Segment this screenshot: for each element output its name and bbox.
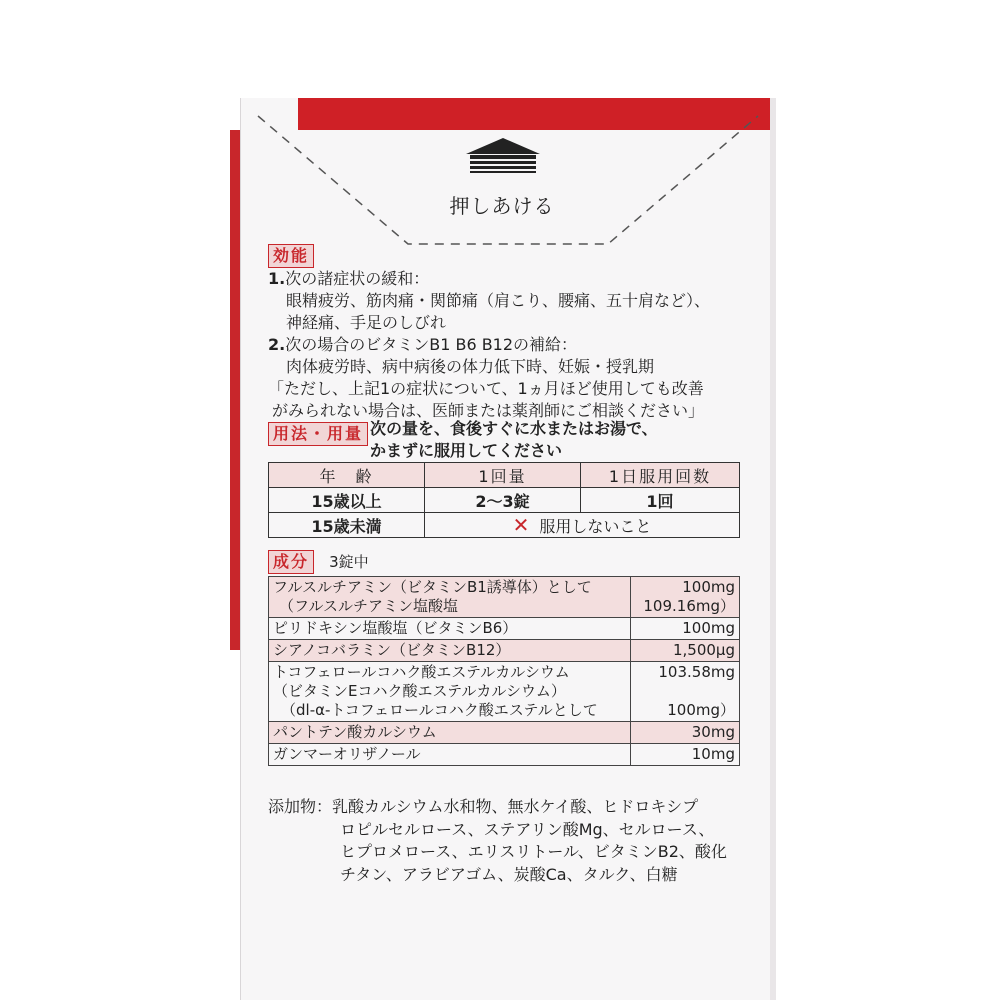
ingredient-amount: 1,500μg — [631, 640, 740, 662]
ingredient-name: ガンマーオリザノール — [269, 744, 631, 766]
ingredient-amount: 100mg — [682, 578, 735, 596]
efficacy-note-line2: がみられない場合は、医師または薬剤師にご相談ください」 — [272, 401, 705, 420]
table-row — [269, 513, 740, 538]
row2-note: 服用しないこと — [539, 517, 652, 536]
ingredient-name-sub: （ビタミンEコハク酸エステルカルシウム） — [273, 682, 566, 700]
efficacy-note-line1: 「ただし、上記1の症状について、1ヵ月ほど使用しても改善 — [268, 379, 704, 398]
table-row — [269, 662, 740, 722]
push-open-perforation — [240, 98, 770, 258]
ingredient-name: トコフェロールコハク酸エステルカルシウム — [273, 663, 570, 681]
table-row — [269, 640, 740, 662]
table-row — [269, 618, 740, 640]
ingredient-name: シアノコバラミン（ビタミンB12） — [269, 640, 631, 662]
dosage-badge: 用法・用量 — [268, 422, 368, 446]
efficacy-item1: 1.次の諸症状の緩和： — [268, 269, 430, 288]
efficacy-section — [268, 244, 314, 268]
ingredient-name: フルスルチアミン（ビタミンB1誘導体）として — [273, 578, 592, 596]
header-single-dose: 1回量 — [425, 463, 581, 488]
ingredient-name-sub: （フルスルチアミン塩酸塩 — [279, 597, 458, 615]
ingredients-table — [268, 576, 740, 766]
ingredient-amount: 30mg — [631, 722, 740, 744]
efficacy-item2: 2.次の場合のビタミンB1 B6 B12の補給： — [268, 335, 578, 354]
table-row — [269, 744, 740, 766]
dosage-intro-line2: かまずに服用してください — [370, 441, 563, 460]
push-open-label[interactable]: 押しあける — [449, 194, 555, 218]
header-daily-times: 1日服用回数 — [581, 463, 740, 488]
ingredient-amount: 10mg — [631, 744, 740, 766]
ingredient-amount: 103.58mg — [658, 663, 735, 681]
efficacy-item1-line1: 眼精疲労、筋肉痛・関節痛（肩こり、腰痛、五十肩など）、 — [286, 291, 711, 310]
ingredients-header — [268, 550, 369, 574]
dosage-intro-line1: 次の量を、食後すぐに水またはお湯で、 — [370, 419, 658, 438]
ingredient-amount-sub: 100mg） — [667, 701, 735, 719]
table-row — [269, 577, 740, 618]
red-edge-strip — [230, 130, 240, 650]
additives-block — [268, 796, 727, 886]
ingredients-badge: 成分 — [268, 550, 314, 574]
cross-icon: ✕ — [512, 513, 530, 537]
efficacy-badge: 効能 — [268, 244, 314, 268]
row2-note-cell — [425, 513, 740, 538]
table-row — [269, 488, 740, 513]
panel-right-edge — [770, 98, 776, 1000]
ingredient-name: ピリドキシン塩酸塩（ビタミンB6） — [269, 618, 631, 640]
table-row — [269, 722, 740, 744]
dosage-table-header — [269, 463, 740, 488]
ingredient-amount-sub: 109.16mg） — [643, 597, 735, 615]
efficacy-item2-line1: 肉体疲労時、病中病後の体力低下時、妊娠・授乳期 — [286, 357, 655, 376]
additives-line4: チタン、アラビアゴム、炭酸Ca、タルク、白糖 — [340, 864, 678, 884]
additives-line2: ロピルセルロース、ステアリン酸Mg、セルロース、 — [340, 819, 715, 839]
row1-age: 15歳以上 — [269, 488, 425, 513]
additives-label: 添加物： — [268, 797, 333, 816]
ingredient-amount: 100mg — [631, 618, 740, 640]
ingredient-name: パントテン酸カルシウム — [269, 722, 631, 744]
additives-line1: 乳酸カルシウム水和物、無水ケイ酸、ヒドロキシプ — [332, 797, 699, 816]
row2-age: 15歳未満 — [269, 513, 425, 538]
row1-times: 1回 — [581, 488, 740, 513]
ingredients-per: 3錠中 — [329, 553, 369, 571]
row1-dose: 2～3錠 — [425, 488, 581, 513]
additives-line3: ヒプロメロース、エリスリトール、ビタミンB2、酸化 — [340, 842, 727, 861]
ingredient-name-sub2: （dl-α-トコフェロールコハク酸エステルとして — [281, 701, 598, 719]
dosage-badge-wrap — [268, 422, 368, 446]
header-age: 年 齢 — [269, 463, 425, 488]
dosage-table — [268, 462, 740, 538]
efficacy-item1-line2: 神経痛、手足のしびれ — [286, 313, 447, 332]
